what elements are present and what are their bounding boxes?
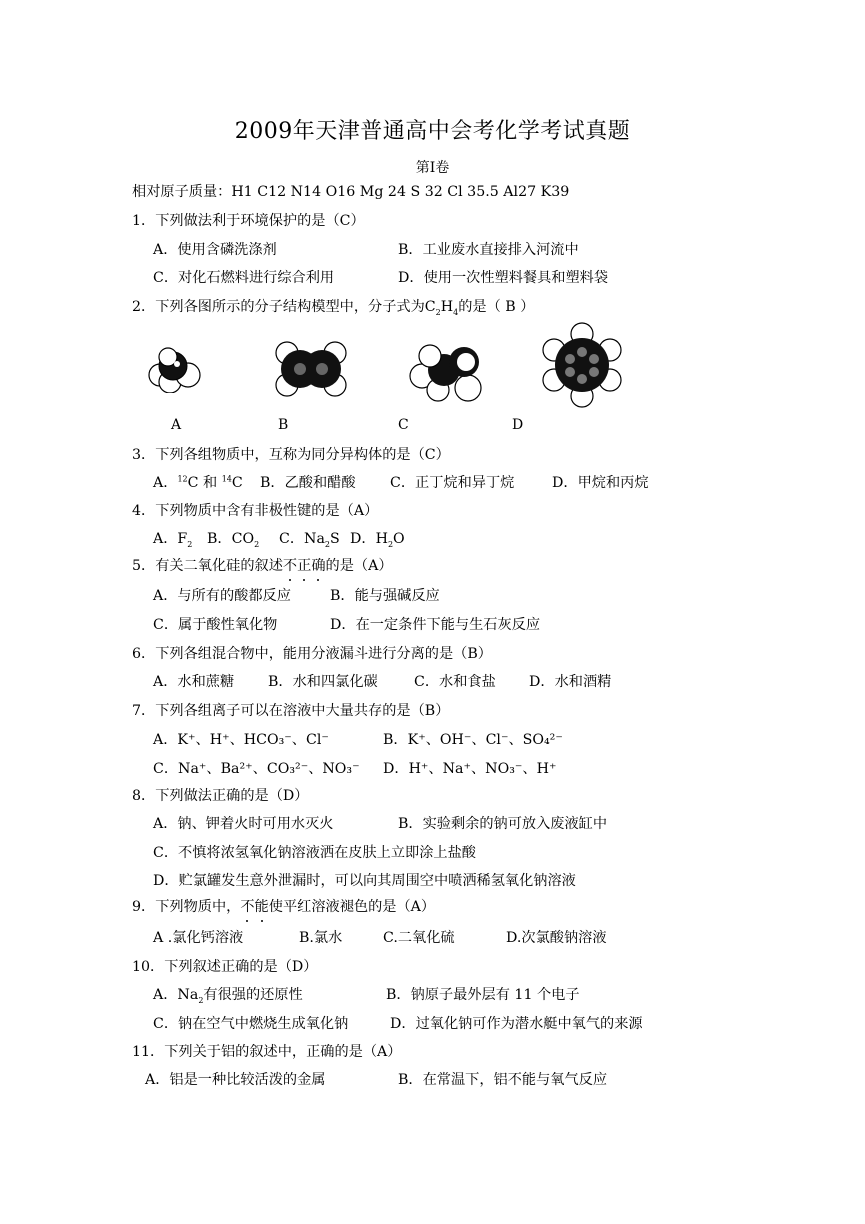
q5-stem-pre: 5．有关二氧化硅的叙述	[132, 558, 283, 574]
q9-emphasis-2: 能	[254, 899, 269, 915]
atomic-mass-line: 相对原子质量：H1 C12 N14 O16 Mg 24 S 32 Cl 35.5 Al27 K39	[132, 184, 570, 200]
molecule-label-b: B	[278, 417, 289, 433]
q4-option-a	[153, 529, 192, 549]
q4-a-text: A．F	[153, 531, 188, 547]
molecule-label-a: A	[171, 417, 182, 433]
q8-option-c: C．不慎将浓氢氧化钠溶液洒在皮肤上立即涂上盐酸	[153, 845, 476, 861]
page-title: 2009年天津普通高中会考化学考试真题	[234, 119, 631, 144]
q4-d-text2: O	[393, 531, 405, 547]
q6-stem: 6．下列各组混合物中，能用分液漏斗进行分离的是（B）	[132, 646, 492, 662]
q4-c-text2: S	[330, 531, 340, 547]
q10-stem: 10．下列叙述正确的是（D）	[132, 959, 318, 975]
q2-stem-pre: 2．下列各图所示的分子结构模型中，分子式为C	[132, 299, 436, 315]
q10-option-b: B．钠原子最外层有 11 个电子	[386, 987, 580, 1003]
q5-stem	[132, 556, 393, 576]
q3-option-a	[153, 473, 243, 493]
q8-option-b: B．实验剩余的钠可放入废液缸中	[398, 816, 608, 832]
q3-stem: 3．下列各组物质中，互称为同分异构体的是（C）	[132, 447, 450, 463]
molecule-model-a	[146, 345, 206, 393]
q1-option-a: A．使用含磷洗涤剂	[153, 242, 277, 258]
q6-option-b: B．水和四氯化碳	[268, 674, 378, 690]
q7-option-b: B．K⁺、OH⁻、Cl⁻、SO₄²⁻	[383, 732, 563, 748]
q10-a-text1: A．Na	[153, 987, 199, 1003]
q7-option-d: D．H⁺、Na⁺、NO₃⁻、H⁺	[383, 761, 557, 777]
q4-b-text: B．CO	[207, 531, 255, 547]
q4-a-sub: 2	[187, 539, 193, 549]
q1-stem: 1．下列做法利于环境保护的是（C）	[132, 213, 365, 229]
q4-d-text1: D．H	[350, 531, 388, 547]
q4-option-c	[279, 529, 340, 549]
q7-stem: 7．下列各组离子可以在溶液中大量共存的是（B）	[132, 703, 450, 719]
q10-option-a	[153, 985, 303, 1005]
q2-stem-mid: H	[440, 299, 454, 315]
q9-emphasis-1: 不	[240, 899, 255, 915]
q8-option-a: A．钠、钾着火时可用水灭火	[153, 816, 334, 832]
q3-a-post: C	[231, 475, 243, 491]
q7-option-a: A．K⁺、H⁺、HCO₃⁻、Cl⁻	[153, 732, 329, 748]
q1-option-b: B．工业废水直接排入河流中	[398, 242, 579, 258]
q2-sub-2: 4	[453, 307, 459, 317]
volume-heading: 第Ⅰ卷	[415, 160, 450, 176]
q9-option-a: A .氯化钙溶液	[153, 930, 244, 946]
q4-c-text1: C．Na	[279, 531, 325, 547]
q5-emphasis-1: 不	[282, 558, 298, 574]
q7-option-c: C．Na⁺、Ba²⁺、CO₃²⁻、NO₃⁻	[153, 761, 360, 777]
q4-b-sub: 2	[254, 539, 260, 549]
q5-stem-post: 的是（A）	[325, 558, 393, 574]
q2-stem	[132, 297, 534, 317]
q9-stem-pre: 9．下列物质中，	[132, 899, 241, 915]
q8-option-d: D．贮氯罐发生意外泄漏时，可以向其周围空中喷洒稀氢氧化钠溶液	[153, 873, 576, 889]
q1-option-c: C．对化石燃料进行综合利用	[153, 270, 335, 286]
q9-stem-post: 使平红溶液褪色的是（A）	[268, 899, 436, 915]
q4-option-b	[207, 529, 259, 549]
q5-option-a: A．与所有的酸都反应	[153, 588, 291, 604]
molecule-model-d	[542, 322, 622, 408]
molecule-model-b	[270, 340, 352, 398]
q3-a-mass2: 14	[221, 474, 232, 484]
q4-stem: 4．下列物质中含有非极性键的是（A）	[132, 503, 379, 519]
q4-option-d	[350, 529, 405, 549]
q5-option-d: D．在一定条件下能与生石灰反应	[330, 617, 541, 633]
q6-option-d: D．水和酒精	[529, 674, 612, 690]
q9-stem	[132, 897, 435, 917]
q3-a-mass1: 12	[177, 474, 188, 484]
q3-option-c: C．正丁烷和异丁烷	[390, 475, 515, 491]
q11-stem: 11．下列关于铝的叙述中，正确的是（A）	[132, 1044, 402, 1060]
q5-option-b: B．能与强碱反应	[330, 588, 440, 604]
q5-emphasis-3: 确	[311, 558, 326, 574]
q10-option-d: D．过氧化钠可作为潜水艇中氧气的来源	[390, 1016, 643, 1032]
q10-a-sub: 2	[198, 995, 204, 1005]
q6-option-a: A．水和蔗糖	[153, 674, 235, 690]
q9-option-c: C.二氧化硫	[383, 930, 455, 946]
q11-option-b: B．在常温下，铝不能与氧气反应	[398, 1072, 608, 1088]
q9-option-b: B.氯水	[299, 930, 343, 946]
q8-stem: 8．下列做法正确的是（D）	[132, 788, 309, 804]
molecule-label-d: D	[512, 417, 524, 433]
molecule-label-c: C	[398, 417, 409, 433]
q10-a-text2: 有很强的还原性	[203, 987, 303, 1003]
q4-c-sub: 2	[324, 539, 331, 549]
molecule-model-c	[408, 340, 488, 402]
q3-a-mid: C 和	[187, 475, 222, 491]
q2-stem-post: 的是（ B ）	[458, 299, 535, 315]
q11-option-a: A．铝是一种比较活泼的金属	[145, 1072, 326, 1088]
q1-option-d: D．使用一次性塑料餐具和塑料袋	[398, 270, 609, 286]
q9-option-d: D.次氯酸钠溶液	[506, 930, 607, 946]
q4-d-sub: 2	[387, 539, 394, 549]
q5-emphasis-2: 正	[297, 558, 312, 574]
q3-option-d: D．甲烷和丙烷	[552, 475, 649, 491]
q3-a-pre: A．	[153, 475, 178, 491]
q10-option-c: C．钠在空气中燃烧生成氧化钠	[153, 1016, 349, 1032]
q6-option-c: C．水和食盐	[414, 674, 496, 690]
q2-sub-1: 2	[435, 307, 441, 317]
q3-option-b: B．乙酸和醋酸	[260, 475, 356, 491]
q5-option-c: C．属于酸性氧化物	[153, 617, 278, 633]
